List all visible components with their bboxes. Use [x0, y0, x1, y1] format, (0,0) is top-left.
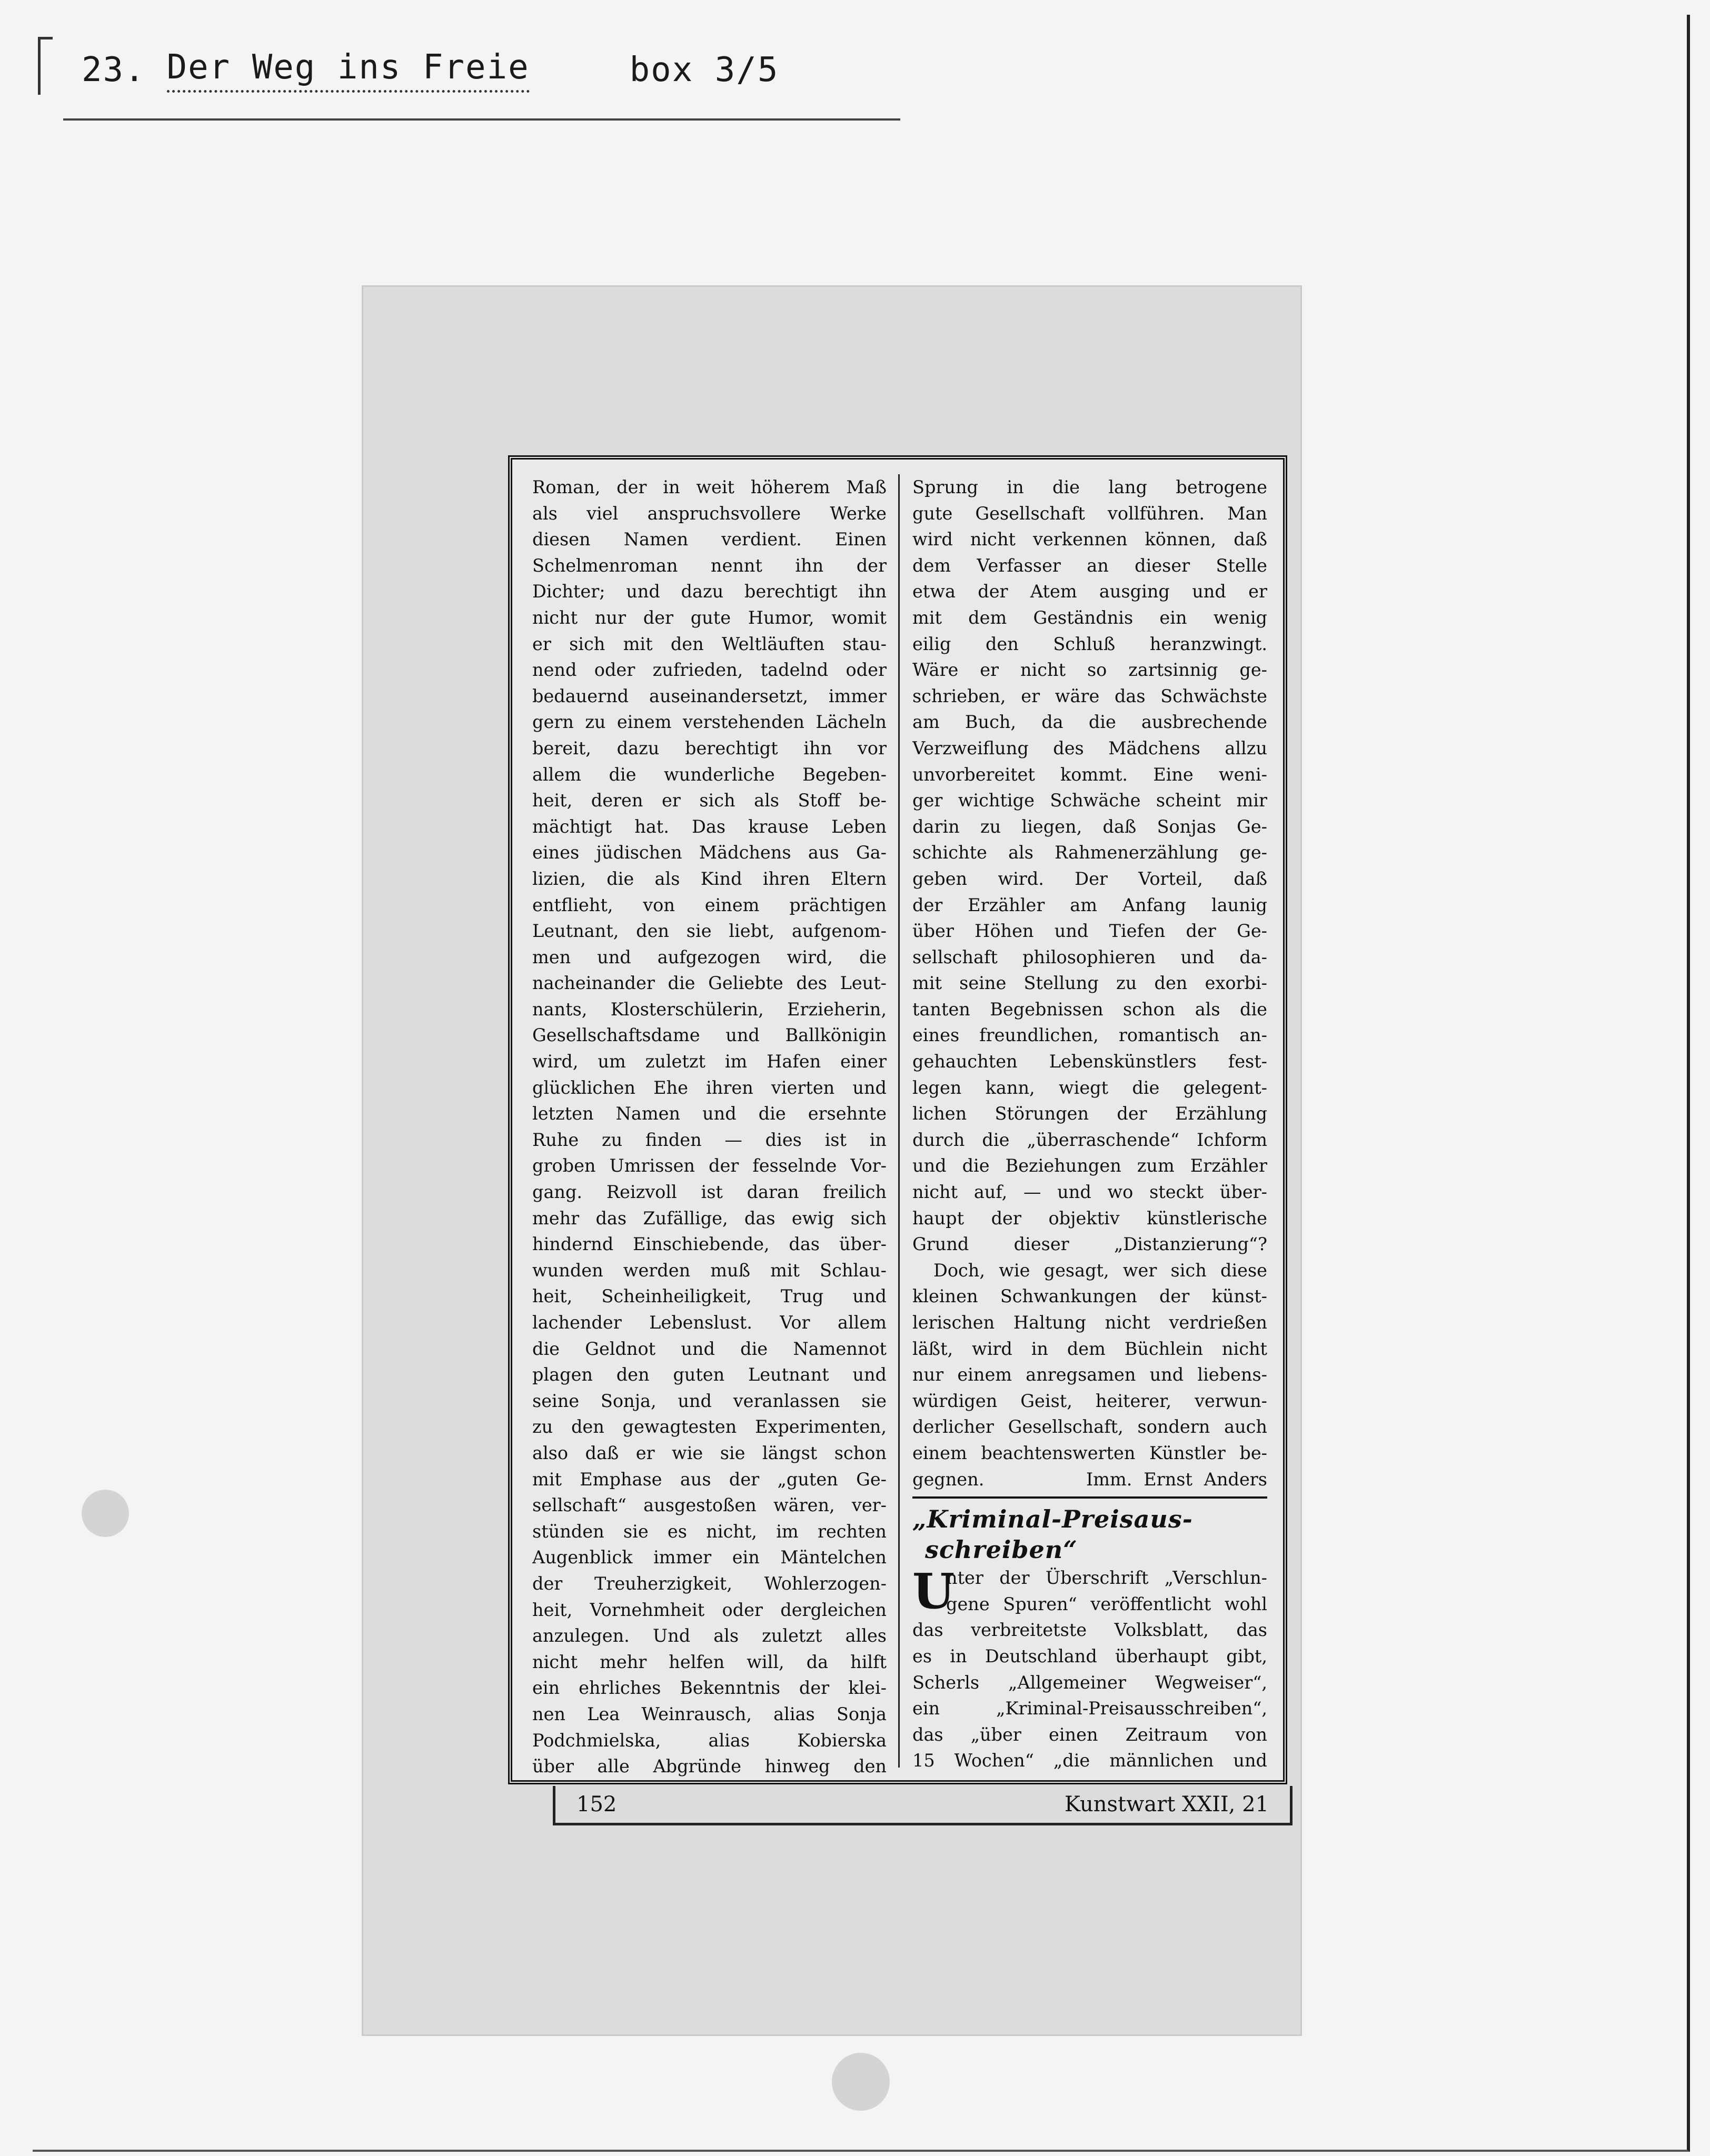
- paper-stain: [82, 1490, 129, 1537]
- text-line: wunden werden muß mit Schlau-: [532, 1260, 887, 1281]
- text-line: Augenblick immer ein Mäntelchen: [532, 1547, 887, 1568]
- archive-label: [82, 41, 779, 99]
- text-line: Roman, der in weit höherem Maß: [532, 477, 887, 497]
- section-heading-line: „Kriminal-Preisaus-: [912, 1505, 1193, 1534]
- review-closing-line: [912, 1466, 1267, 1493]
- corner-mark: [38, 37, 53, 95]
- text-line: kleinen Schwankungen der künst-: [912, 1286, 1267, 1307]
- text-line: glücklichen Ehe ihren vierten und: [532, 1077, 887, 1098]
- text-line: über Höhen und Tiefen der Ge-: [912, 921, 1267, 942]
- text-line: ein „Kriminal-Preisausschreiben“,: [912, 1698, 1267, 1719]
- archive-title: Der Weg ins Freie: [167, 48, 530, 93]
- text-line: letzten Namen und die ersehnte: [532, 1103, 887, 1124]
- text-line: eines freundlichen, romantisch an-: [912, 1025, 1267, 1046]
- text-line: nicht auf, — und wo steckt über-: [912, 1182, 1267, 1203]
- text-line: groben Umrissen der fesselnde Vor-: [532, 1155, 887, 1176]
- text-line: bereit, dazu berechtigt ihn vor: [532, 737, 887, 758]
- text-line: am Buch, da die ausbrechende: [912, 712, 1267, 733]
- text-line: mit Emphase aus der „guten Ge-: [532, 1469, 887, 1490]
- text-line: gute Gesellschaft vollführen. Man: [912, 503, 1267, 524]
- text-line: unvorbereitet kommt. Eine weni-: [912, 764, 1267, 785]
- text-line: lerischen Haltung nicht verdrießen: [912, 1312, 1267, 1333]
- text-line: einem beachtenswerten Künstler be-: [912, 1442, 1267, 1463]
- text-line: Leutnant, den sie liebt, aufgenom-: [532, 921, 887, 942]
- text-line: mit dem Geständnis ein wenig: [912, 607, 1267, 628]
- text-line: etwa der Atem ausging und er: [912, 581, 1267, 602]
- text-line: bedauernd auseinandersetzt, immer: [532, 685, 887, 706]
- text-line: haupt der objektiv künstlerische: [912, 1207, 1267, 1229]
- text-line: ein ehrliches Bekenntnis der klei-: [532, 1678, 887, 1699]
- page-number: 152: [576, 1792, 617, 1816]
- text-line: nacheinander die Geliebte des Leut-: [532, 973, 887, 994]
- section-heading: [912, 1504, 1267, 1565]
- text-line: sellschaft“ ausgestoßen wären, ver-: [532, 1495, 887, 1516]
- text-line: Scherls „Allgemeiner Wegweiser“,: [912, 1672, 1267, 1693]
- text-line: 15 Wochen“ „die männlichen und: [912, 1750, 1267, 1771]
- paper-stain: [832, 2053, 890, 2111]
- text-line: nend oder zufrieden, tadelnd oder: [532, 660, 887, 681]
- text-line: lizien, die als Kind ihren Eltern: [532, 868, 887, 889]
- article-left-column: [532, 474, 900, 1777]
- text-line: schrieben, er wäre das Schwächste: [912, 685, 1267, 706]
- review-signature: Imm. Ernst Anders: [1086, 1469, 1267, 1490]
- text-line: entflieht, von einem prächtigen: [532, 894, 887, 915]
- text-line: nicht nur der gute Humor, womit: [532, 607, 887, 628]
- text-line: durch die „überraschende“ Ichform: [912, 1129, 1267, 1150]
- text-line: nur einem anregsamen und liebens-: [912, 1364, 1267, 1385]
- text-line: schichte als Rahmenerzählung ge-: [912, 842, 1267, 863]
- text-line: über alle Abgründe hinweg den: [532, 1756, 887, 1777]
- text-line: allem die wunderliche Begeben-: [532, 764, 887, 785]
- text-line: nicht mehr helfen will, da hilft: [532, 1651, 887, 1672]
- archive-number: 23.: [82, 51, 146, 89]
- text-line: Dichter; und dazu berechtigt ihn: [532, 581, 887, 602]
- text-line: läßt, wird in dem Büchlein nicht: [912, 1338, 1267, 1359]
- text-line: Gesellschaftsdame und Ballkönigin: [532, 1025, 887, 1046]
- text-line: sellschaft philosophieren und da-: [912, 946, 1267, 967]
- text-line: ger wichtige Schwäche scheint mir: [912, 790, 1267, 811]
- text-line: er sich mit den Weltläuften stau-: [532, 633, 887, 654]
- page-footer: [553, 1786, 1293, 1825]
- text-line: gern zu einem verstehenden Lächeln: [532, 712, 887, 733]
- text-line: Podchmielska, alias Kobierska: [532, 1730, 887, 1751]
- text-line: es in Deutschland überhaupt gibt,: [912, 1645, 1267, 1666]
- review-closing-word: gegnen.: [912, 1469, 985, 1490]
- text-line: hindernd Einschiebende, das über-: [532, 1234, 887, 1255]
- text-line: Ruhe zu finden — dies ist in: [532, 1129, 887, 1150]
- text-line: anzulegen. Und als zuletzt alles: [532, 1625, 887, 1646]
- text-line: Wäre er nicht so zartsinnig ge-: [912, 660, 1267, 681]
- text-line: Grund dieser „Distanzierung“?: [912, 1234, 1267, 1255]
- article-right-column: [900, 474, 1267, 1771]
- text-line: tanten Begebnissen schon als die: [912, 999, 1267, 1020]
- text-line: der Erzähler am Anfang launig: [912, 894, 1267, 915]
- text-line: wird nicht verkennen können, daß: [912, 529, 1267, 550]
- journal-issue: Kunstwart XXII, 21: [1064, 1792, 1269, 1816]
- section-heading-line: schreiben“: [925, 1535, 1078, 1564]
- text-line: Schelmenroman nennt ihn der: [532, 555, 887, 576]
- text-line: lachender Lebenslust. Vor allem: [532, 1312, 887, 1333]
- text-line: wird, um zuletzt im Hafen einer: [532, 1051, 887, 1072]
- text-line: und die Beziehungen zum Erzähler: [912, 1155, 1267, 1176]
- text-line: plagen den guten Leutnant und: [532, 1364, 887, 1385]
- text-line: würdigen Geist, heiterer, verwun-: [912, 1390, 1267, 1411]
- text-line: der Treuherzigkeit, Wohlerzogen-: [532, 1573, 887, 1594]
- text-line: als viel anspruchsvollere Werke: [532, 503, 887, 524]
- text-line: men und aufgezogen wird, die: [532, 946, 887, 967]
- text-line: Doch, wie gesagt, wer sich diese: [933, 1260, 1267, 1281]
- drop-cap: U: [912, 1563, 955, 1620]
- archive-box: box 3/5: [629, 51, 779, 89]
- text-line: heit, deren er sich als Stoff be-: [532, 790, 887, 811]
- text-line: nter der Überschrift „Verschlun-: [946, 1568, 1267, 1589]
- text-line: heit, Vornehmheit oder dergleichen: [532, 1599, 887, 1620]
- text-line: die Geldnot und die Namennot: [532, 1338, 887, 1359]
- header-rule: [63, 118, 900, 121]
- text-line: also daß er wie sie längst schon: [532, 1442, 887, 1463]
- text-line: Verzweiflung des Mädchens allzu: [912, 737, 1267, 758]
- text-line: Sprung in die lang betrogene: [912, 477, 1267, 497]
- text-line: dem Verfasser an dieser Stelle: [912, 555, 1267, 576]
- text-line: geben wird. Der Vorteil, daß: [912, 868, 1267, 889]
- text-line: seine Sonja, und veranlassen sie: [532, 1390, 887, 1411]
- text-line: eines jüdischen Mädchens aus Ga-: [532, 842, 887, 863]
- text-line: das verbreitetste Volksblatt, das: [912, 1620, 1267, 1641]
- text-line: eilig den Schluß heranzwingt.: [912, 633, 1267, 654]
- text-line: heit, Scheinheiligkeit, Trug und: [532, 1286, 887, 1307]
- review-text: [912, 474, 1267, 1466]
- text-line: legen kann, wiegt die gelegent-: [912, 1077, 1267, 1098]
- text-line: gehauchten Lebenskünstlers fest-: [912, 1051, 1267, 1072]
- text-line: darin zu liegen, daß Sonjas Ge-: [912, 816, 1267, 837]
- text-line: stünden sie es nicht, im rechten: [532, 1521, 887, 1542]
- text-line: nants, Klosterschülerin, Erzieherin,: [532, 999, 887, 1020]
- text-line: mit seine Stellung zu den exorbi-: [912, 973, 1267, 994]
- text-line: derlicher Gesellschaft, sondern auch: [912, 1416, 1267, 1438]
- text-line: diesen Namen verdient. Einen: [532, 529, 887, 550]
- text-line: mehr das Zufällige, das ewig sich: [532, 1207, 887, 1229]
- text-line: gang. Reizvoll ist daran freilich: [532, 1182, 887, 1203]
- section-divider: [912, 1496, 1267, 1499]
- text-line: nen Lea Weinrausch, alias Sonja: [532, 1703, 887, 1724]
- text-line: das „über einen Zeitraum von: [912, 1724, 1267, 1745]
- text-line: lichen Störungen der Erzählung: [912, 1103, 1267, 1124]
- section-body: [912, 1565, 1267, 1774]
- text-line: gene Spuren“ veröffentlicht wohl: [946, 1593, 1267, 1614]
- text-line: zu den gewagtesten Experimenten,: [532, 1416, 887, 1438]
- article-frame: [508, 455, 1287, 1784]
- text-line: mächtigt hat. Das krause Leben: [532, 816, 887, 837]
